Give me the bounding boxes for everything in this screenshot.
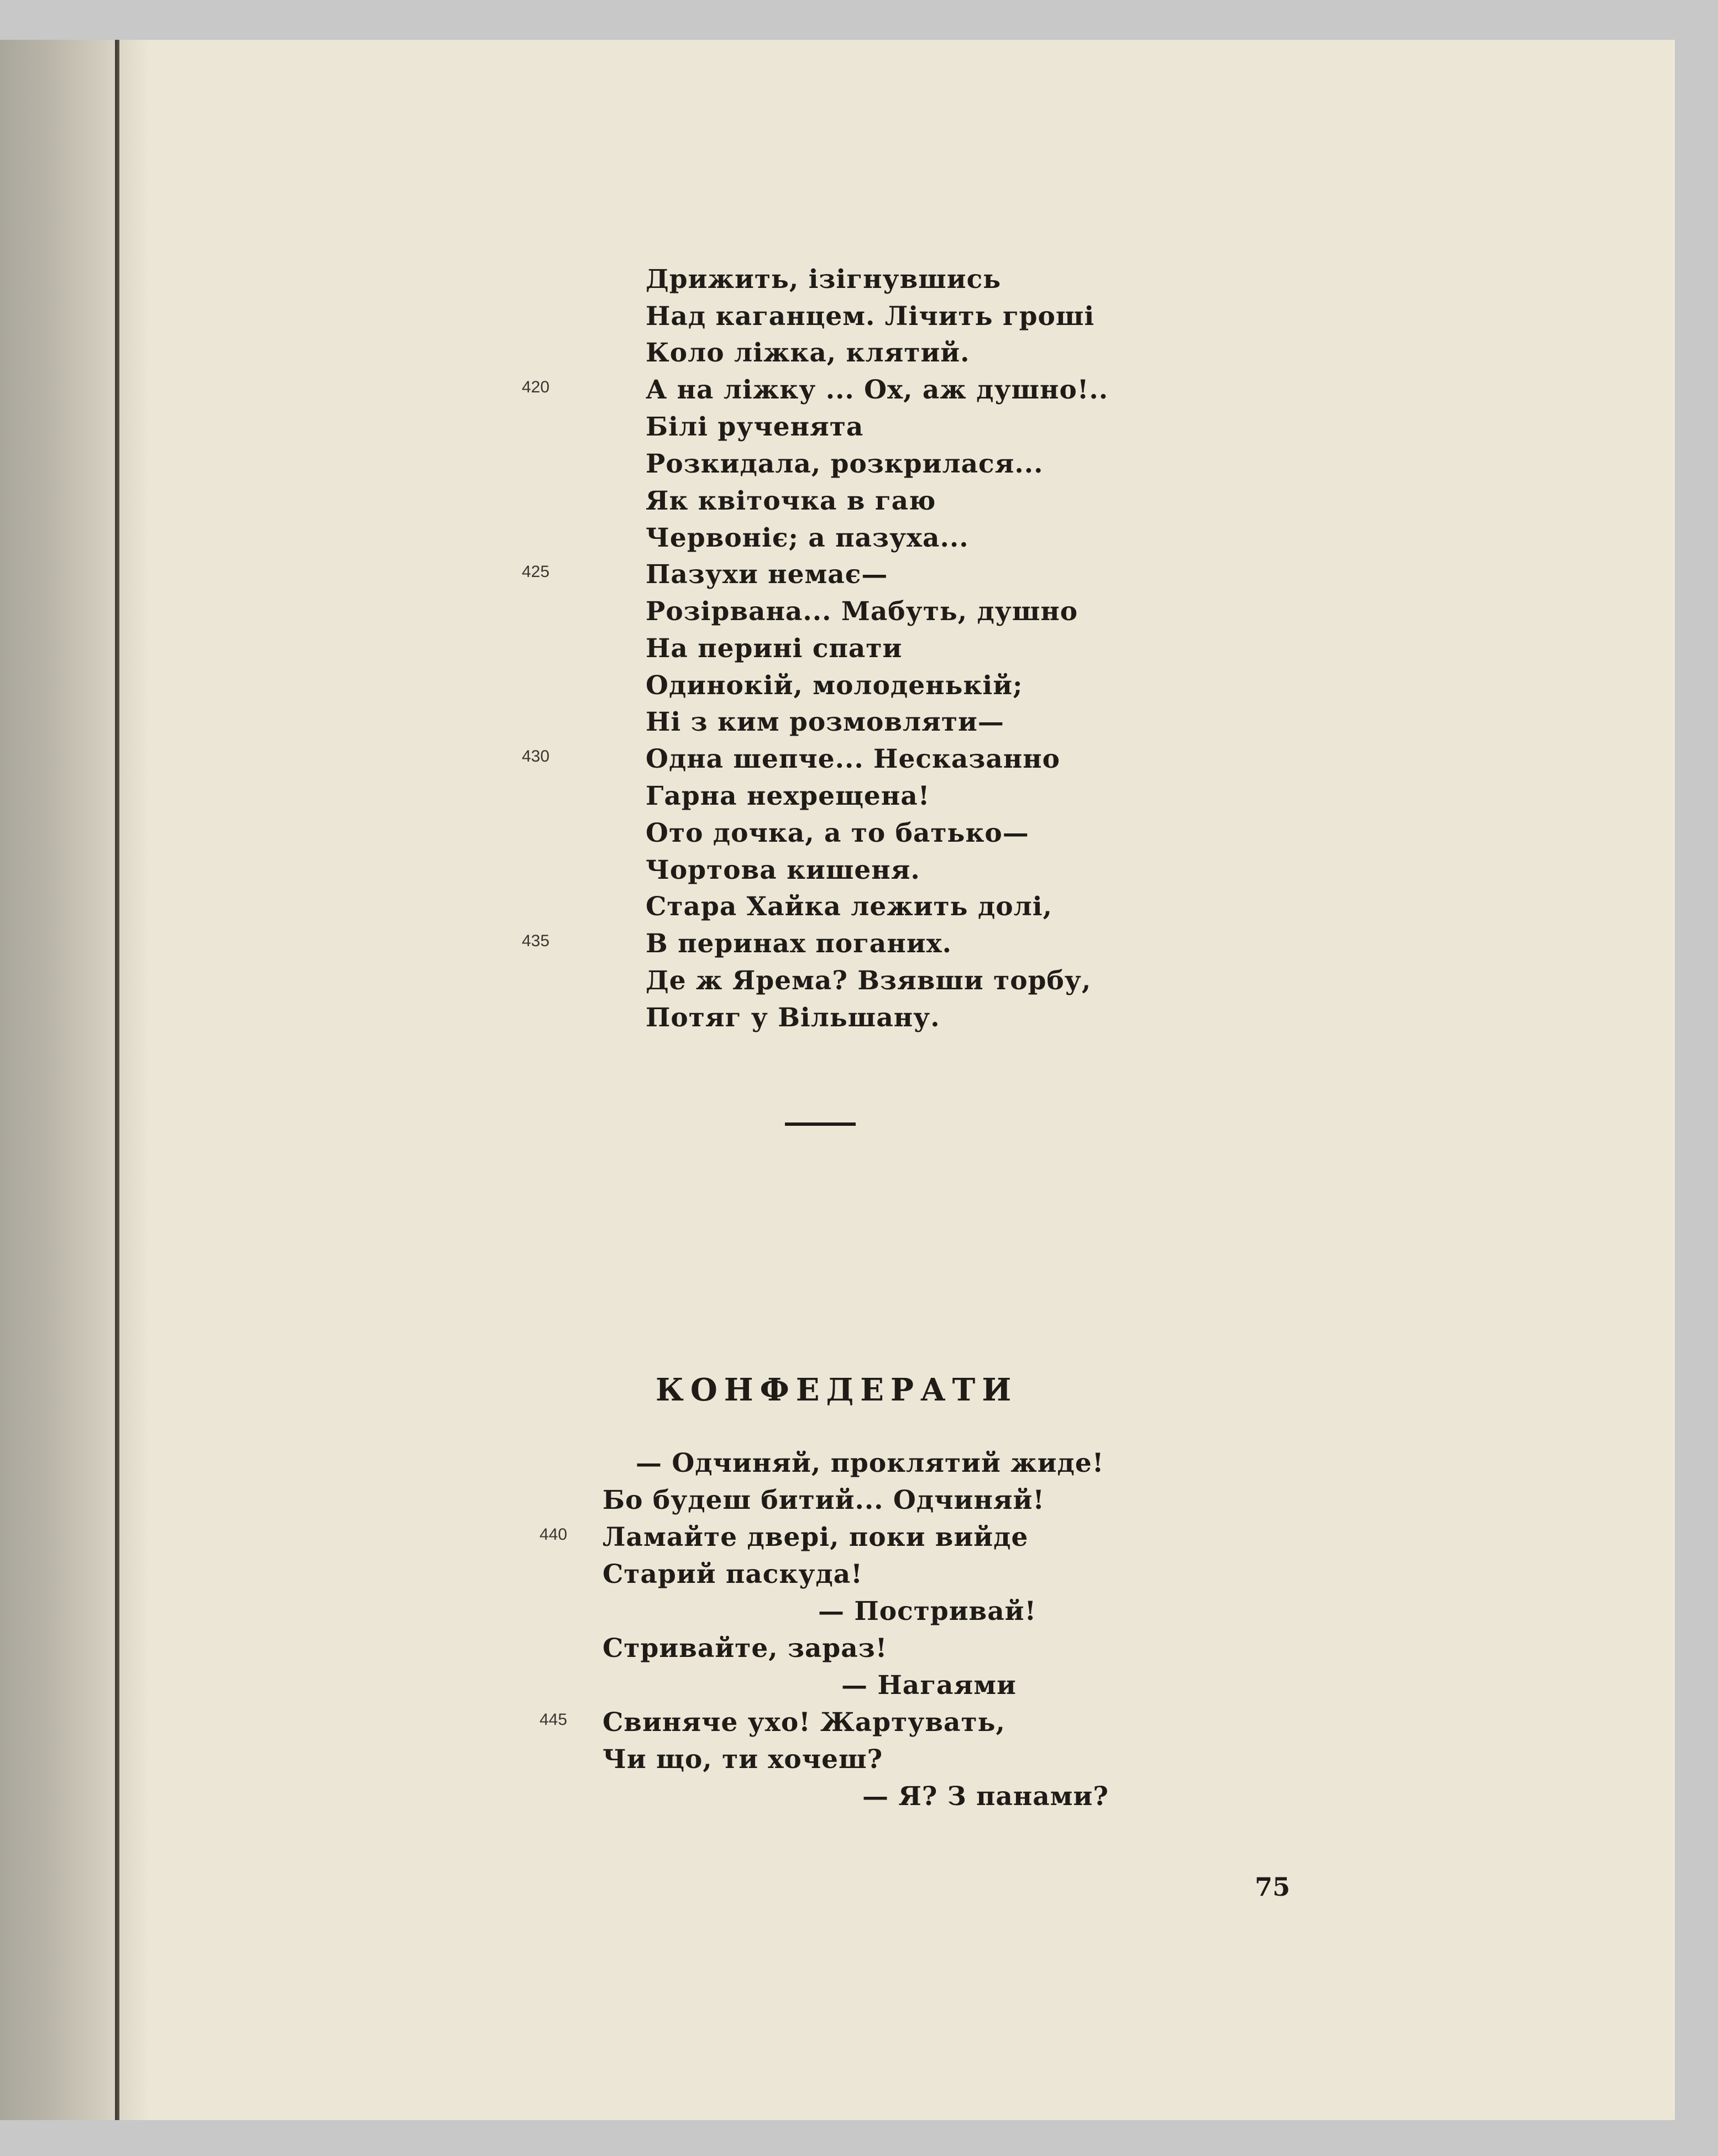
- verse-line: Одинокій, молоденькій;: [646, 670, 1023, 701]
- verse-line: Чи що, ти хочеш?: [603, 1744, 883, 1775]
- verse-line: Білі рученята: [646, 412, 864, 442]
- verse-line: Пазухи немає—: [646, 559, 888, 590]
- verse-line: Свиняче ухо! Жартувать,: [603, 1707, 1005, 1738]
- verse-line: Розірвана... Мабуть, душно: [646, 596, 1078, 627]
- line-number: 420: [522, 378, 550, 396]
- verse-line: Де ж Ярема? Взявши торбу,: [646, 966, 1092, 996]
- verse-line: Дрижить, ізігнувшись: [646, 264, 1002, 295]
- verse-line: В перинах поганих.: [646, 929, 952, 959]
- line-number: 435: [522, 932, 550, 950]
- verse-line: Розкидала, розкрилася...: [646, 449, 1044, 479]
- line-number: 430: [522, 747, 550, 765]
- verse-line: Гарна нехрещена!: [646, 781, 930, 811]
- verse-line: — Постривай!: [818, 1596, 1037, 1627]
- verse-line: Потяг у Вільшану.: [646, 1003, 940, 1033]
- verse-line: — Одчиняй, проклятий жиде!: [636, 1448, 1104, 1478]
- line-number: 425: [522, 563, 550, 581]
- line-number: 440: [540, 1525, 568, 1544]
- page-number: 75: [1255, 1872, 1291, 1902]
- verse-line: Червоніє; а пазуха...: [646, 523, 969, 553]
- verse-line: — Нагаями: [841, 1670, 1017, 1701]
- page-gutter-edge: [115, 40, 119, 2120]
- section-divider: [785, 1122, 856, 1126]
- section-title: КОНФЕДЕРАТИ: [656, 1372, 1018, 1408]
- book-page: [0, 40, 1675, 2120]
- verse-line: А на ліжку ... Ох, аж душно!..: [646, 375, 1109, 405]
- verse-line: Як квіточка в гаю: [646, 486, 936, 516]
- verse-line: На перині спати: [646, 633, 903, 664]
- verse-line: Стривайте, зараз!: [603, 1633, 888, 1664]
- verse-line: Чортова кишеня.: [646, 855, 920, 885]
- verse-line: Над каганцем. Лічить гроші: [646, 301, 1095, 332]
- verse-line: Стара Хайка лежить долі,: [646, 891, 1052, 922]
- verse-line: Ні з ким розмовляти—: [646, 707, 1004, 737]
- page-binding-shadow: [0, 40, 149, 2120]
- verse-line: Старий паскуда!: [603, 1559, 863, 1590]
- verse-line: — Я? З панами?: [862, 1781, 1109, 1812]
- line-number: 445: [540, 1711, 568, 1729]
- verse-line: Коло ліжка, клятий.: [646, 338, 970, 368]
- verse-line: Ламайте двері, поки вийде: [603, 1522, 1029, 1552]
- verse-line: Ото дочка, а то батько—: [646, 818, 1029, 848]
- verse-line: Одна шепче... Несказанно: [646, 744, 1060, 774]
- verse-line: Бо будеш битий... Одчиняй!: [603, 1485, 1045, 1515]
